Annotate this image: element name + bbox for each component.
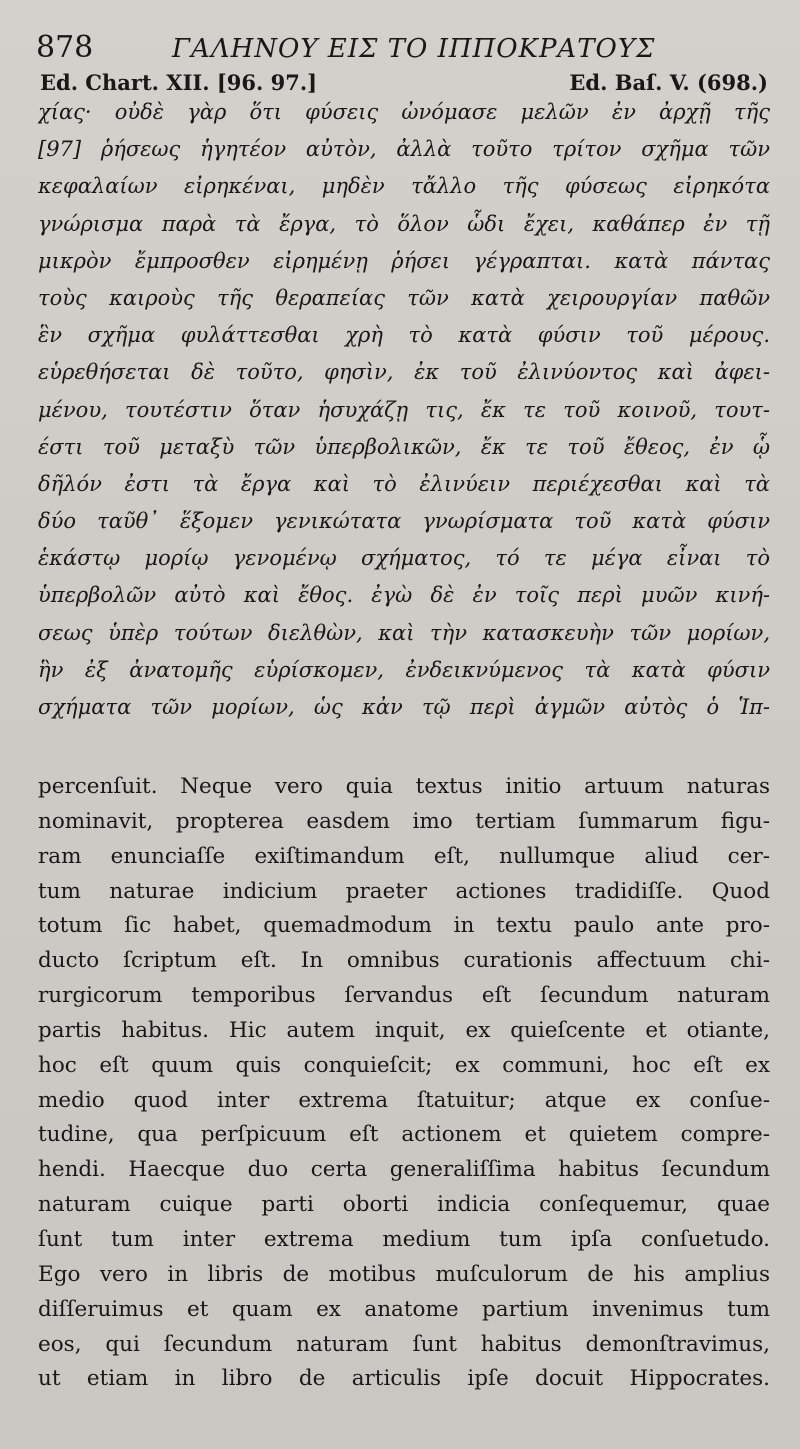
- latin-line: diſſeruimus et quam ex anatome partium invenimus tum: [38, 1296, 770, 1322]
- latin-line: ducto ſcriptum eſt. In omnibus curationis affectuum chi-: [38, 948, 770, 974]
- latin-line: ut etiam in libro de articulis ipſe docuit Hippocrates.: [38, 1366, 770, 1392]
- greek-line: έστι τοῦ μεταξὺ τῶν ὑπερβολικῶν, ἔκ τε τοῦ ἔθεος, ἐν ᾧ: [38, 434, 770, 459]
- greek-line: ὑπερβολῶν αὐτὸ καὶ ἔθος. ἐγὼ δὲ ἐν τοῖς περὶ μυῶν κινή-: [38, 583, 770, 608]
- running-title: ΓΑΛΗΝΟΥ ΕΙΣ ΤΟ ΙΠΠΟΚΡΑΤΟΥΣ: [172, 34, 656, 64]
- greek-line: εὑρεθήσεται δὲ τοῦτο, φησὶν, ἐκ τοῦ ἐλινύοντος καὶ ἀφει-: [38, 360, 770, 385]
- greek-line: γνώρισμα παρὰ τὰ ἔργα, τὸ ὅλον ὧδι ἔχει, καθάπερ ἐν τῇ: [38, 211, 770, 236]
- latin-line: hendi. Haecque duo certa generaliſſima habitus ſecundum: [38, 1157, 770, 1183]
- latin-text: [38, 770, 770, 1397]
- greek-line: μικρὸν ἔμπροσθεν εἰρημένῃ ῥήσει γέγραπται. κατὰ πάντας: [38, 248, 770, 273]
- latin-line: eos, qui ſecundum naturam ſunt habitus demonſtravimus,: [38, 1331, 770, 1357]
- page-header: [36, 30, 770, 66]
- greek-line: σχήματα τῶν μορίων, ὡς κἀν τῷ περὶ ἀγμῶν αὐτὸς ὁ Ἱπ-: [38, 695, 770, 719]
- latin-line: ſunt tum inter extrema medium tum ipſa conſuetudo.: [38, 1226, 770, 1252]
- greek-text: [38, 94, 770, 726]
- greek-line: μένου, τουτέστιν ὅταν ἡσυχάζῃ τις, ἔκ τε τοῦ κοινοῦ, τουτ-: [38, 397, 770, 422]
- greek-line: ἣν ἐξ ἀνατομῆς εὑρίσκομεν, ἐνδεικνύμενος τὰ κατὰ φύσιν: [38, 657, 770, 682]
- greek-line: τοὺς καιροὺς τῆς θεραπείας τῶν κατὰ χειρουργίαν παθῶν: [38, 285, 770, 310]
- latin-line: rurgicorum temporibus ſervandus eſt ſecundum naturam: [38, 983, 770, 1009]
- greek-line: δῆλόν ἐστι τὰ ἔργα καὶ τὸ ἐλινύειν περιέχεσθαι καὶ τὰ: [38, 471, 770, 496]
- latin-line: tum naturae indicium praeter actiones tradidiſſe. Quod: [38, 878, 770, 904]
- latin-line: tudine, qua perſpicuum eſt actionem et quietem compre-: [38, 1122, 770, 1148]
- latin-line: medio quod inter extrema ſtatuitur; atque ex conſue-: [38, 1087, 770, 1113]
- latin-line: totum ſic habet, quemadmodum in textu paulo ante pro-: [38, 913, 770, 939]
- edition-chartier: Ed. Chart. XII. [96. 97.]: [40, 70, 318, 95]
- latin-line: percenſuit. Neque vero quia textus initio artuum naturas: [38, 774, 770, 799]
- latin-line: nominavit, propterea easdem imo tertiam ſummarum figu-: [38, 808, 770, 834]
- latin-line: Ego vero in libris de motibus muſculorum de his amplius: [38, 1261, 770, 1287]
- greek-line: ἑκάστῳ μορίῳ γενομένῳ σχήματος, τό τε μέγα εἶναι τὸ: [38, 546, 770, 571]
- latin-line: ram enunciaſſe exiſtimandum eſt, nullumque aliud cer-: [38, 843, 770, 869]
- greek-line: ἓν σχῆμα φυλάττεσθαι χρὴ τὸ κατὰ φύσιν τοῦ μέρους.: [38, 323, 770, 348]
- latin-line: hoc eſt quum quis conquieſcit; ex communi, hoc eſt ex: [38, 1052, 770, 1078]
- latin-line: partis habitus. Hic autem inquit, ex quieſcente et otiante,: [38, 1017, 770, 1043]
- greek-line: δύο ταῦθ᾽ ἕξομεν γενικώτατα γνωρίσματα τοῦ κατὰ φύσιν: [38, 509, 770, 534]
- page-number: 878: [36, 30, 94, 65]
- greek-line: [97] ῥήσεως ἡγητέον αὐτὸν, ἀλλὰ τοῦτο τρίτον σχῆμα τῶν: [38, 137, 770, 162]
- greek-line: κεφαλαίων εἰρηκέναι, μηδὲν τἄλλο τῆς φύσεως εἰρηκότα: [38, 174, 770, 199]
- greek-line: χίας· οὐδὲ γὰρ ὅτι φύσεις ὠνόμασε μελῶν ἐν ἀρχῇ τῆς: [38, 100, 770, 124]
- edition-basel: Ed. Baſ. V. (698.): [569, 70, 768, 95]
- greek-line: σεως ὑπὲρ τούτων διελθὼν, καὶ τὴν κατασκευὴν τῶν μορίων,: [38, 620, 770, 645]
- latin-line: naturam cuique parti oborti indicia conſequemur, quae: [38, 1192, 770, 1218]
